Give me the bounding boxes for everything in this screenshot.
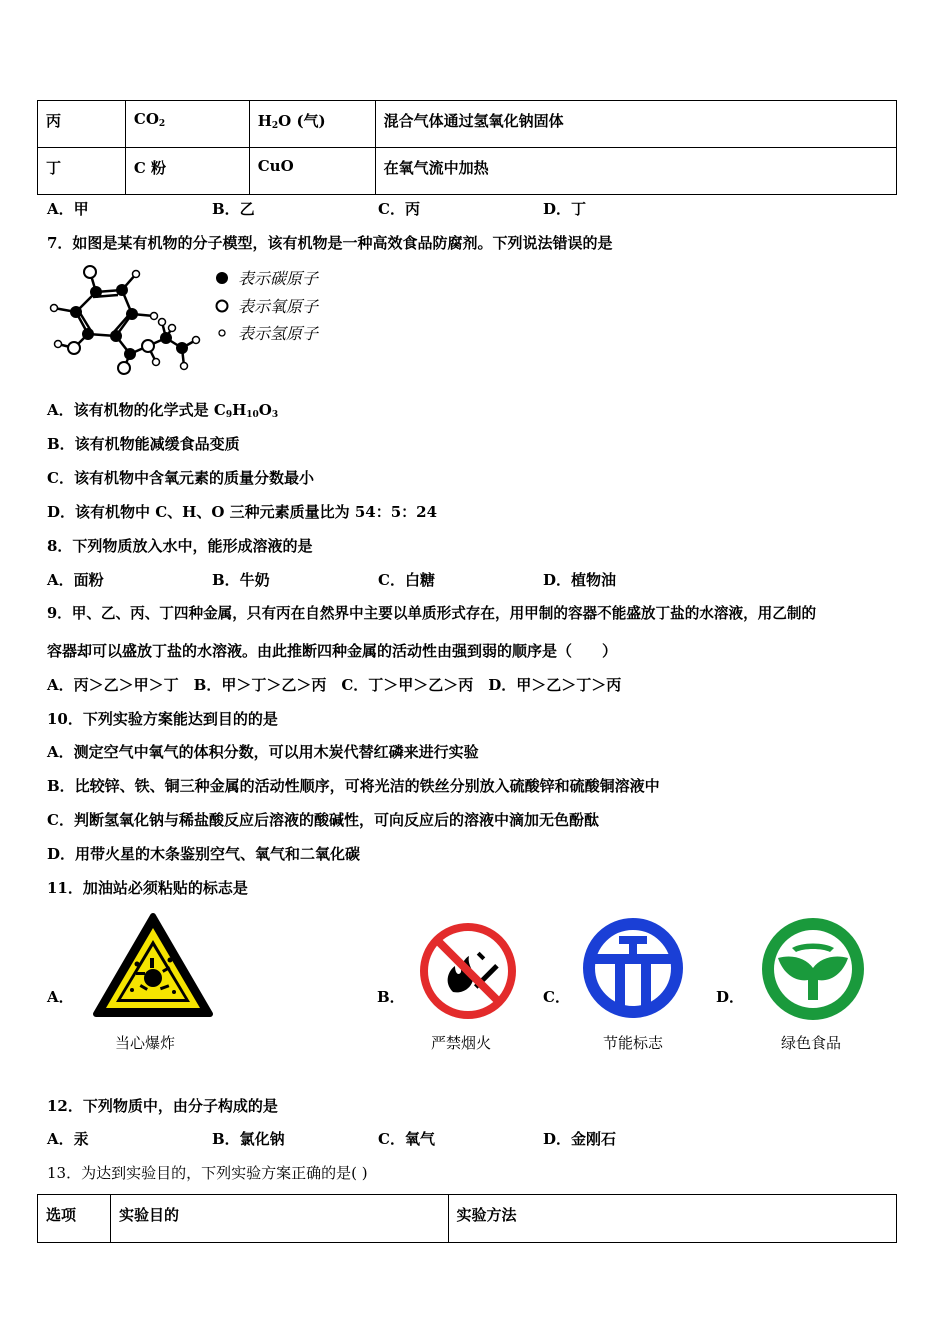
q7-option-d: D．该有机物中 C、H、O 三种元素质量比为 54：5：24: [47, 503, 438, 521]
explosion-warning-icon: [92, 912, 214, 1020]
q7-option-c: C．该有机物中含氧元素的质量分数最小: [47, 469, 314, 487]
q7-stem: 7．如图是某有机物的分子模型，该有机物是一种高效食品防腐剂。下列说法错误的是: [47, 234, 613, 252]
q8-stem: 8．下列物质放入水中，能形成溶液的是: [47, 537, 313, 555]
table-header-row: [38, 1195, 897, 1243]
caption-explosion: 当心爆炸: [115, 1034, 176, 1052]
q10-stem: 10．下列实验方案能达到目的的是: [47, 710, 278, 728]
q11-option-a-letter: A．: [47, 988, 74, 1006]
table-cell: C 粉: [125, 148, 249, 195]
q6-option-d: D．丁: [543, 200, 587, 218]
q8-option-c: C．白糖: [378, 571, 435, 589]
green-food-icon: [762, 918, 864, 1020]
table-row: [38, 148, 897, 195]
energy-saving-icon: [583, 918, 683, 1018]
q8-option-d: D．植物油: [543, 571, 617, 589]
q8-option-b: B．牛奶: [212, 571, 270, 589]
table-row: [38, 101, 897, 148]
q10-option-b: B．比较锌、铁、铜三种金属的活动性顺序，可将光洁的铁丝分别放入硫酸锌和硫酸铜溶液中: [47, 777, 660, 795]
column-header: 选项: [38, 1195, 111, 1243]
q6-option-b: B．乙: [212, 200, 255, 218]
carbon-marker: [216, 272, 228, 284]
q7-option-a: A．该有机物的化学式是 $C_9H_{10}O_3$: [47, 401, 279, 420]
reagent-table: [37, 100, 897, 195]
hydrogen-marker: [219, 330, 225, 336]
q10-option-d: D．用带火星的木条鉴别空气、氧气和二氧化碳: [47, 845, 361, 863]
q12-option-b: B．氯化钠: [212, 1130, 285, 1148]
column-header: 实验方法: [448, 1195, 896, 1243]
legend-hydrogen: 表示氢原子: [238, 324, 319, 343]
table-cell: $CO_2$: [125, 101, 249, 148]
q11-option-d-letter: D．: [716, 988, 745, 1006]
caption-green-food: 绿色食品: [781, 1034, 842, 1052]
caption-energy-saving: 节能标志: [603, 1034, 664, 1052]
q9-stem-line2: 容器却可以盛放丁盐的水溶液。由此推断四种金属的活动性由强到弱的顺序是（ ）: [47, 642, 618, 660]
q13-stem: 13．为达到实验目的，下列实验方案正确的是( ): [47, 1164, 368, 1182]
legend-oxygen: 表示氧原子: [238, 297, 319, 316]
table-cell: $H_2O$ (气): [249, 101, 375, 148]
table-cell: CuO: [249, 148, 375, 195]
q11-stem: 11．加油站必须粘贴的标志是: [47, 879, 248, 897]
column-header: 实验目的: [110, 1195, 448, 1243]
q13-table: [37, 1194, 897, 1243]
q7-option-b: B．该有机物能减缓食品变质: [47, 435, 240, 453]
q12-stem: 12．下列物质中，由分子构成的是: [47, 1097, 278, 1115]
q9-stem-line1: 9．甲、乙、丙、丁四种金属，只有丙在自然界中主要以单质形式存在，用甲制的容器不能盛放丁盐的水溶液，用乙制的: [47, 605, 817, 622]
no-fire-icon: [419, 922, 517, 1020]
legend-markers: [214, 270, 232, 350]
q12-option-c: C．氧气: [378, 1130, 435, 1148]
table-cell: 在氧气流中加热: [375, 148, 896, 195]
molecule-model-figure: [44, 262, 204, 380]
q10-option-c: C．判断氢氧化钠与稀盐酸反应后溶液的酸碱性，可向反应后的溶液中滴加无色酚酞: [47, 811, 599, 829]
q6-option-c: C．丙: [378, 200, 420, 218]
oxygen-marker: [217, 301, 228, 312]
caption-no-fire: 严禁烟火: [431, 1034, 492, 1052]
q12-option-a: A．汞: [47, 1130, 89, 1148]
q9-options: A．丙＞乙＞甲＞丁 B．甲＞丁＞乙＞丙 C．丁＞甲＞乙＞丙 D．甲＞乙＞丁＞丙: [47, 676, 622, 694]
q12-option-d: D．金刚石: [543, 1130, 617, 1148]
q8-option-a: A．面粉: [47, 571, 104, 589]
table-cell: 丁: [38, 148, 126, 195]
table-cell: 混合气体通过氢氧化钠固体: [375, 101, 896, 148]
q11-option-c-letter: C．: [543, 988, 570, 1006]
q10-option-a: A．测定空气中氧气的体积分数，可以用木炭代替红磷来进行实验: [47, 743, 479, 761]
q6-option-a: A．甲: [47, 200, 89, 218]
legend-carbon: 表示碳原子: [238, 269, 319, 288]
table-cell: 丙: [38, 101, 126, 148]
q11-option-b-letter: B．: [377, 988, 405, 1006]
